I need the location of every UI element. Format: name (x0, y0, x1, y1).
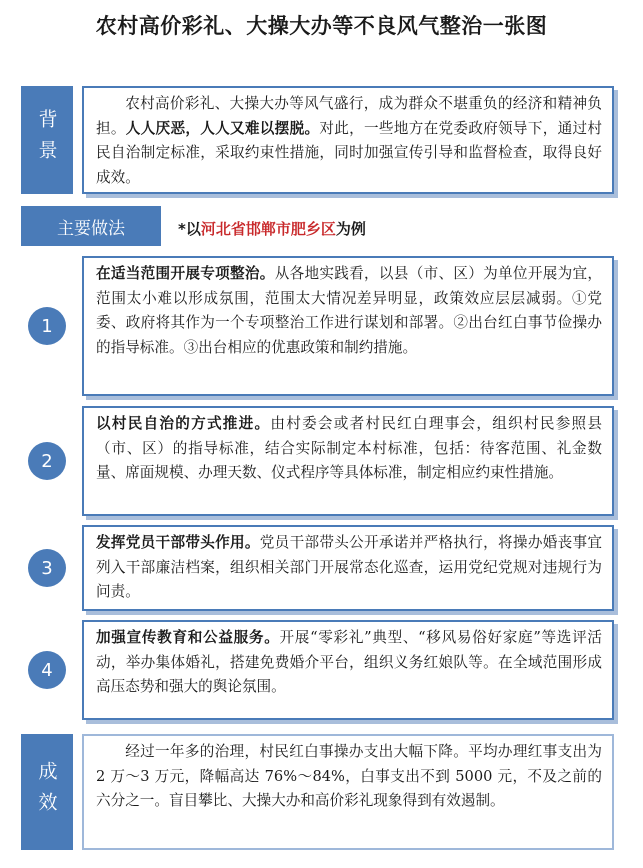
item-2-body: 由村委会或者村民红白理事会，组织村民参照县（市、区）的指导标准，结合实际制定本村标准，包括：待客范围、礼金数量、席面规模、办理天数、仪式程序等具体标准，制定相应约束性措施。 (96, 415, 602, 481)
item-2-box (82, 406, 614, 516)
item-1-box (82, 256, 614, 396)
example-suffix: 为例 (335, 220, 366, 238)
page-title: 农村高价彩礼、大操大办等不良风气整治一张图 (95, 14, 548, 38)
background-label: 背景 (21, 86, 73, 194)
item-1-number-badge: 1 (28, 307, 66, 345)
results-box (82, 734, 614, 850)
item-1-body: 从各地实践看，以县（市、区）为单位开展为宜，范围太小难以形成氛围，范围太大情况差异明显，政策效应层层减弱。①党委、政府将其作为一个专项整治工作进行谋划和部署。②出台红白事节俭操办的指导标准。③出台相应的优惠政策和制约措施。 (96, 265, 602, 356)
item-3-body: 党员干部带头公开承诺并严格执行，将操办婚丧事宜列入干部廉洁档案，组织相关部门开展常态化巡查，运用党纪党规对违规行为问责。 (96, 534, 602, 600)
item-4-box (82, 620, 614, 720)
example-note (178, 218, 366, 239)
item-3-box (82, 525, 614, 611)
item-3-heading: 发挥党员干部带头作用。 (96, 534, 260, 551)
results-label: 成效 (21, 734, 73, 850)
item-2-number-badge: 2 (28, 442, 66, 480)
item-4-body: 开展“零彩礼”典型、“移风易俗好家庭”等选评活动，举办集体婚礼，搭建免费婚介平台，组织义务红娘队等。在全域范围形成高压态势和强大的舆论氛围。 (96, 629, 602, 695)
item-2-number-col (21, 406, 73, 516)
example-prefix: *以 (178, 220, 201, 238)
item-4-number-col (21, 620, 73, 720)
item-3-text (84, 527, 612, 609)
item-4-heading: 加强宣传教育和公益服务。 (96, 629, 280, 646)
main-practices-label: 主要做法 (21, 206, 161, 246)
item-3-number-col (21, 525, 73, 611)
background-intro: 农村高价彩礼、大操大办等风气盛行，成为群众不堪重负的经济和精神负担。 (96, 95, 602, 137)
background-box (82, 86, 614, 194)
background-text (84, 88, 612, 194)
background-emphasis: 人人厌恶，人人又难以摆脱。 (125, 119, 320, 137)
item-3-number-badge: 3 (28, 549, 66, 587)
item-2-heading: 以村民自治的方式推进。 (96, 415, 271, 432)
item-2-text (84, 408, 612, 490)
item-1-number-col (21, 256, 73, 396)
background-rest: 对此，一些地方在党委政府领导下，通过村民自治制定标准，采取约束性措施，同时加强宣传引导和监督检查，取得良好成效。 (96, 119, 602, 186)
item-4-number-badge: 4 (28, 651, 66, 689)
item-1-heading: 在适当范围开展专项整治。 (96, 265, 275, 282)
example-place: 河北省邯郸市肥乡区 (200, 220, 336, 238)
item-4-text (84, 622, 612, 704)
item-1-text (84, 258, 612, 364)
results-text: 经过一年多的治理，村民红白事操办支出大幅下降。平均办理红事支出为 2 万～3 万元，降幅高达 76%～84%，白事支出不到 5000 元，不及之前的六分之一。盲目攀比、大操大办和高价彩礼现象得到有效遏制。 (96, 743, 602, 809)
